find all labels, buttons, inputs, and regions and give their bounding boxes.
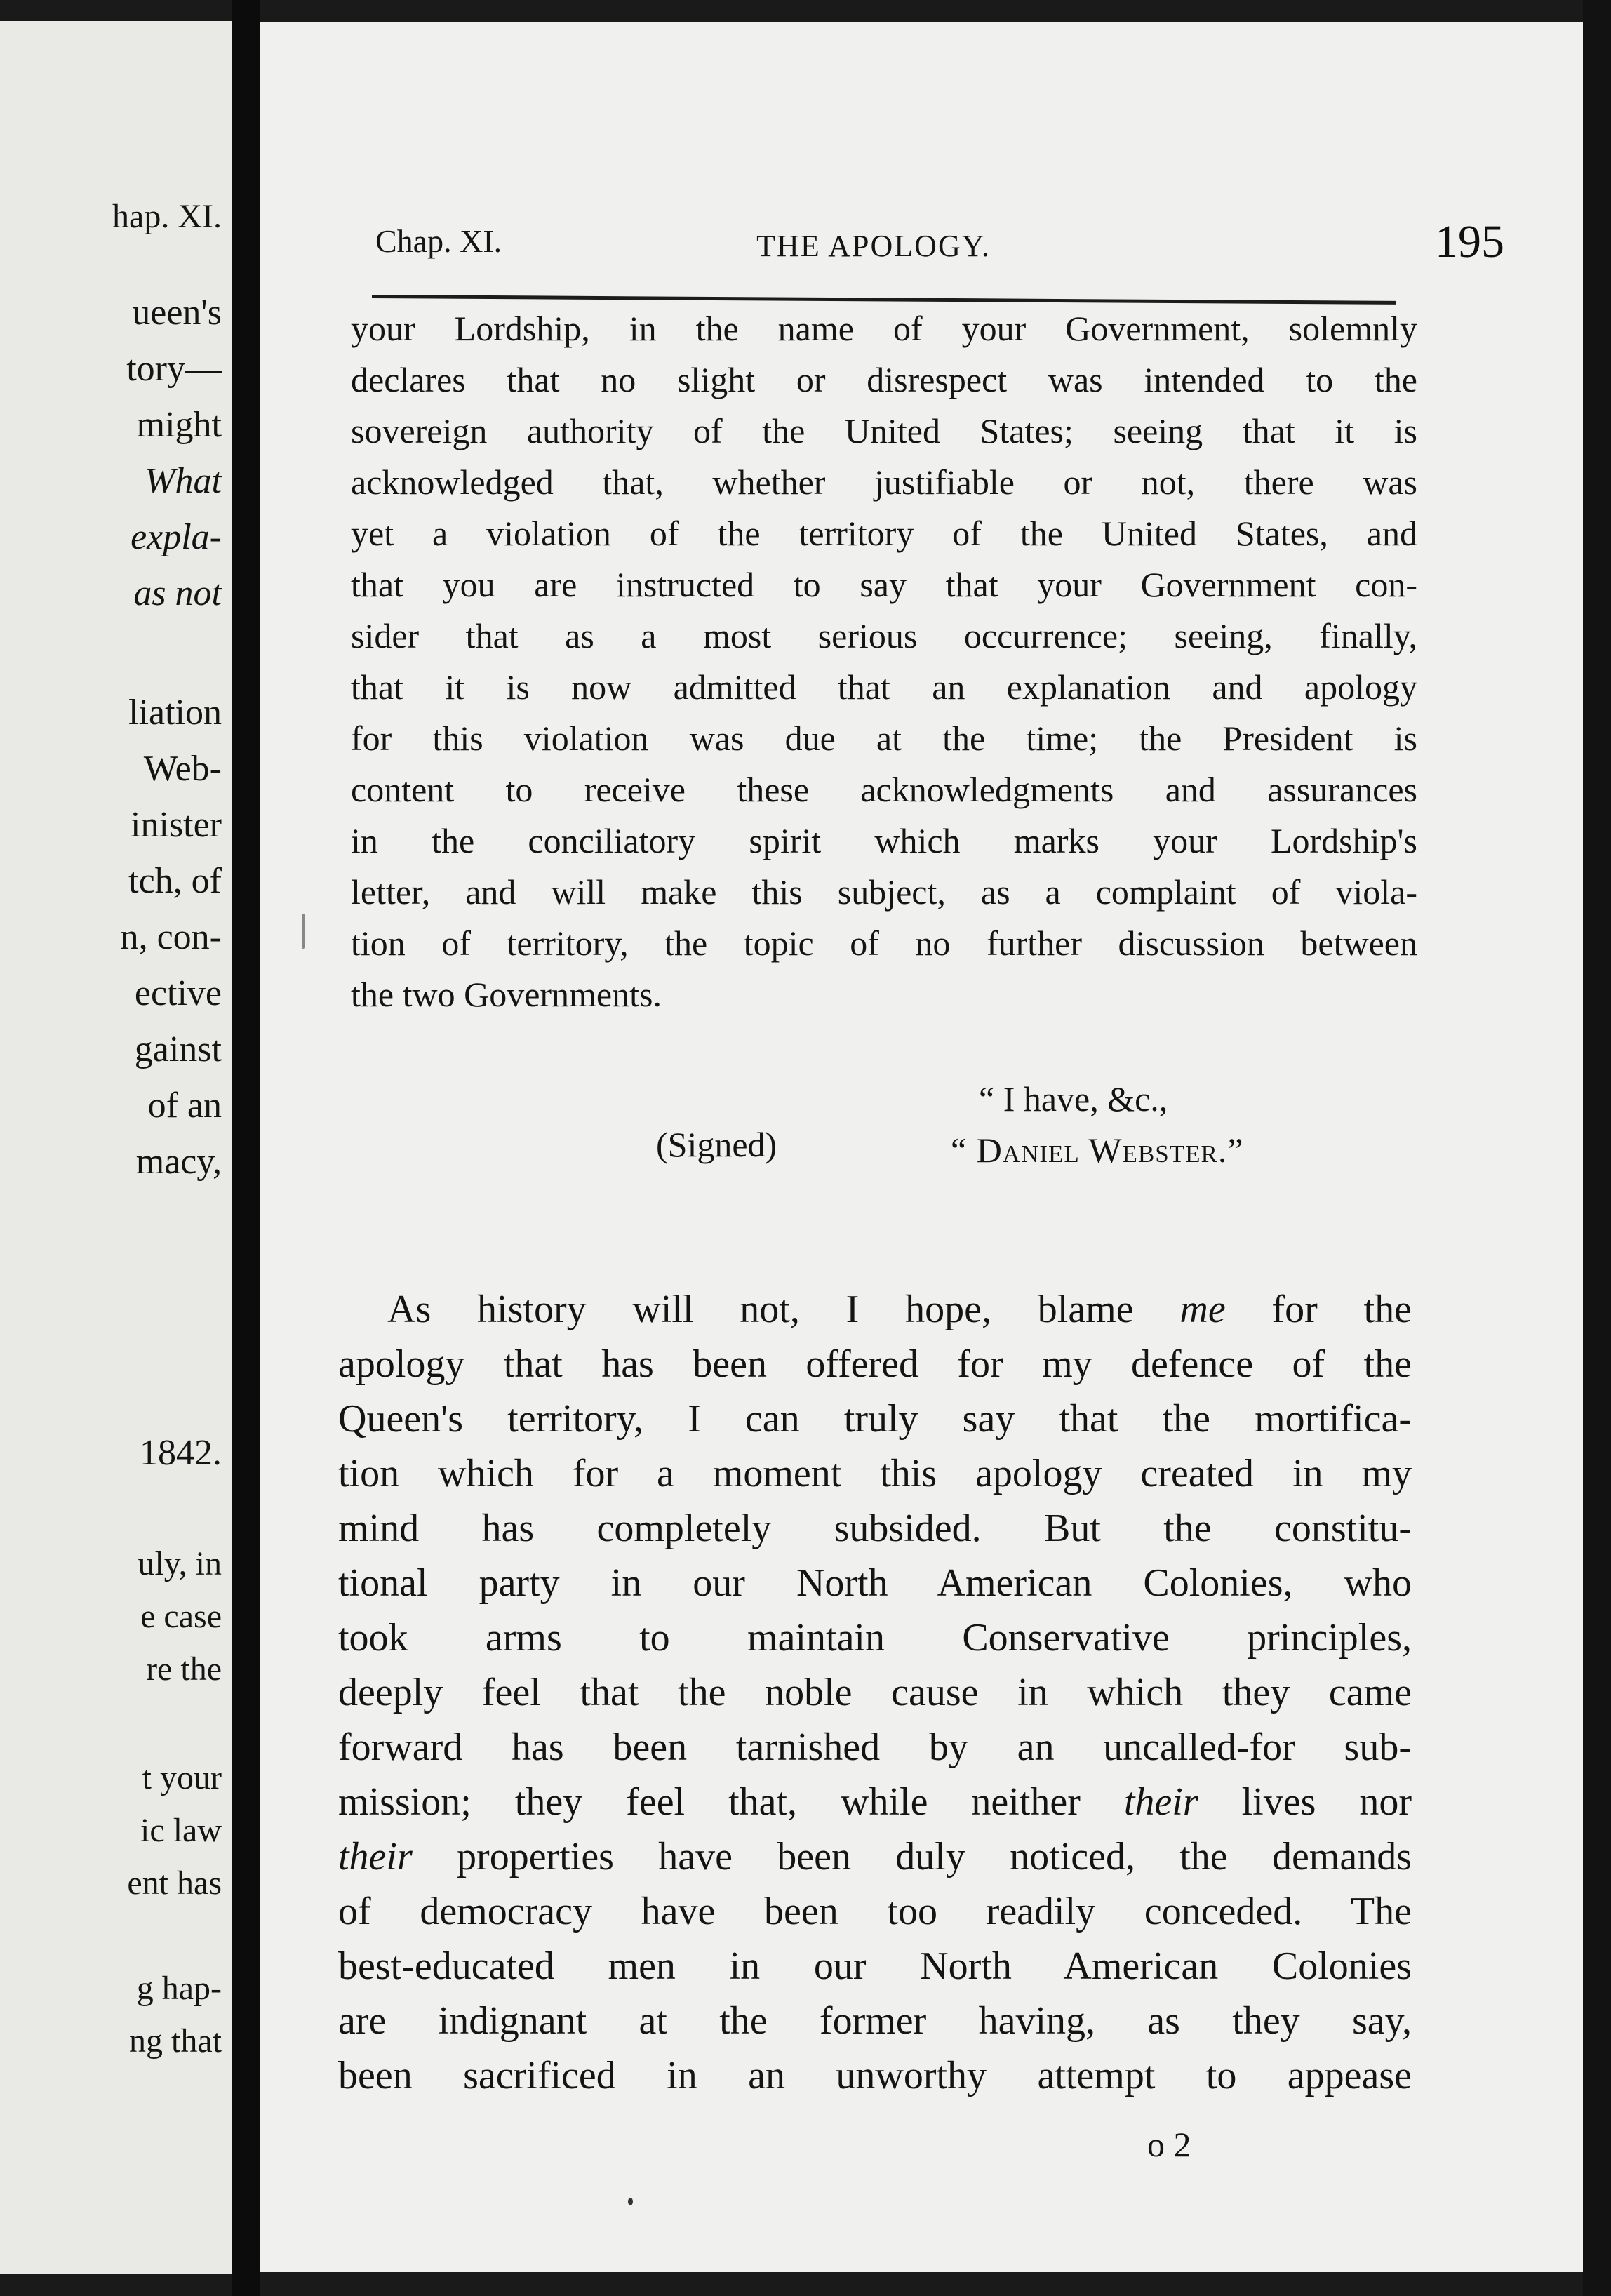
- text-line: tion of territory, the topic of no further discussion between: [351, 923, 1417, 963]
- facing-page-line: 1842.: [140, 1433, 222, 1473]
- facing-page-line: as not: [133, 573, 222, 613]
- text-line: that it is now admitted that an explanation and apology: [351, 667, 1417, 707]
- text-line: letter, and will make this subject, as a complaint of viola-: [351, 872, 1417, 912]
- text-line: [338, 1939, 1412, 1994]
- text-run: been sacrificed in an unworthy attempt to appease: [338, 2054, 1412, 2097]
- text-run: apology that has been offered for my defence of the: [338, 1342, 1412, 1386]
- letter-text: [351, 303, 1417, 1020]
- text-line: [338, 1994, 1412, 2048]
- text-run: deeply feel that the noble cause in which they came: [338, 1671, 1412, 1714]
- text-line: that you are instructed to say that your Government con-: [351, 565, 1417, 604]
- text-line: [338, 1282, 1412, 1337]
- running-title: THE APOLOGY.: [756, 229, 991, 263]
- text-run: mission; they feel that, while neither: [338, 1780, 1124, 1824]
- text-line: [338, 1556, 1412, 1610]
- text-line: [338, 1446, 1412, 1501]
- text-run: mind has completely subsided. But the constitu-: [338, 1507, 1412, 1550]
- italic-word: me: [1179, 1288, 1226, 1331]
- facing-page-line: might: [136, 405, 222, 445]
- text-line: [338, 1665, 1412, 1720]
- facing-page-line: hap. XI.: [112, 198, 222, 235]
- text-line: [338, 1501, 1412, 1556]
- facing-page-line: macy,: [135, 1142, 222, 1182]
- page-edge: [1583, 0, 1611, 2296]
- text-run: As history will not, I hope, blame: [387, 1288, 1180, 1331]
- facing-page-line: of an: [147, 1086, 222, 1126]
- text-run: Queen's territory, I can truly say that the mortifica-: [338, 1397, 1412, 1441]
- chapter-label: Chap. XI.: [375, 223, 502, 259]
- text-line: [338, 1720, 1412, 1775]
- text-line: acknowledged that, whether justifiable or not, there was: [351, 462, 1417, 502]
- text-line: the two Governments.: [351, 975, 662, 1014]
- text-run: tional party in our North American Colonies, who: [338, 1561, 1412, 1605]
- facing-page-line: ng that: [129, 2022, 222, 2060]
- facing-page-fragment: [0, 21, 232, 2274]
- text-run: best-educated men in our North American Colonies: [338, 1944, 1412, 1988]
- italic-word: their: [338, 1835, 413, 1878]
- facing-page-line: ueen's: [132, 293, 222, 333]
- text-line: [338, 1884, 1412, 1939]
- facing-page-line: ent has: [127, 1864, 222, 1902]
- facing-page-line: liation: [128, 693, 222, 733]
- facing-page-line: ic law: [140, 1812, 222, 1849]
- text-line: your Lordship, in the name of your Government, solemnly: [351, 309, 1417, 348]
- text-run: are indignant at the former having, as they say,: [338, 1999, 1412, 2043]
- facing-page-line: re the: [146, 1650, 222, 1688]
- printer-signature-mark: o 2: [1147, 2125, 1191, 2164]
- signatory-name: “ Daniel Webster.”: [951, 1130, 1244, 1170]
- text-run: forward has been tarnished by an uncalled-for sub-: [338, 1726, 1412, 1769]
- book-gutter: [232, 0, 260, 2296]
- facing-page-line: Web-: [143, 749, 222, 789]
- facing-page-line: What: [145, 461, 222, 501]
- facing-page-line: inister: [131, 805, 222, 845]
- text-line: for this violation was due at the time; the President is: [351, 719, 1417, 758]
- facing-page-line: g hap-: [136, 1970, 222, 2007]
- text-run: for the: [1225, 1288, 1412, 1331]
- text-line: [338, 1337, 1412, 1391]
- text-line: [338, 1775, 1412, 1829]
- text-line: [338, 1391, 1412, 1446]
- text-line: declares that no slight or disrespect was intended to the: [351, 360, 1417, 399]
- body-paragraph: [338, 1282, 1412, 2103]
- scan-speck: [628, 2198, 633, 2205]
- facing-page-line: expla-: [131, 517, 222, 557]
- text-run: tion which for a moment this apology created in my: [338, 1452, 1412, 1495]
- text-line: yet a violation of the territory of the United States, and: [351, 514, 1417, 553]
- facing-page-line: ective: [134, 973, 222, 1013]
- text-run: properties have been duly noticed, the demands: [412, 1835, 1412, 1878]
- text-run: lives nor: [1198, 1780, 1412, 1824]
- scan-speck: [302, 914, 305, 949]
- text-run: of democracy have been too readily conceded. The: [338, 1890, 1412, 1933]
- text-line: sovereign authority of the United States; seeing that it is: [351, 411, 1417, 450]
- page-number: 195: [1435, 216, 1504, 267]
- letter-closing: “ I have, &c.,: [979, 1079, 1168, 1119]
- book-page: [260, 22, 1583, 2272]
- facing-page-line: e case: [140, 1598, 222, 1635]
- signed-label: (Signed): [656, 1125, 777, 1164]
- facing-page-line: n, con-: [120, 917, 222, 957]
- italic-word: their: [1123, 1780, 1198, 1824]
- facing-page-line: tory—: [126, 349, 222, 389]
- text-line: [338, 1829, 1412, 1884]
- page-header: [375, 208, 1583, 265]
- text-line: content to receive these acknowledgments and assurances: [351, 770, 1417, 809]
- text-line: in the conciliatory spirit which marks your Lordship's: [351, 821, 1417, 860]
- text-line: sider that as a most serious occurrence; seeing, finally,: [351, 616, 1417, 655]
- text-line: [338, 1610, 1412, 1665]
- facing-page-line: tch, of: [128, 861, 222, 901]
- text-run: took arms to maintain Conservative principles,: [338, 1616, 1412, 1660]
- facing-page-line: uly, in: [138, 1545, 222, 1582]
- facing-page-line: gainst: [134, 1029, 222, 1069]
- facing-page-line: t your: [142, 1759, 222, 1796]
- text-line: [338, 2048, 1412, 2103]
